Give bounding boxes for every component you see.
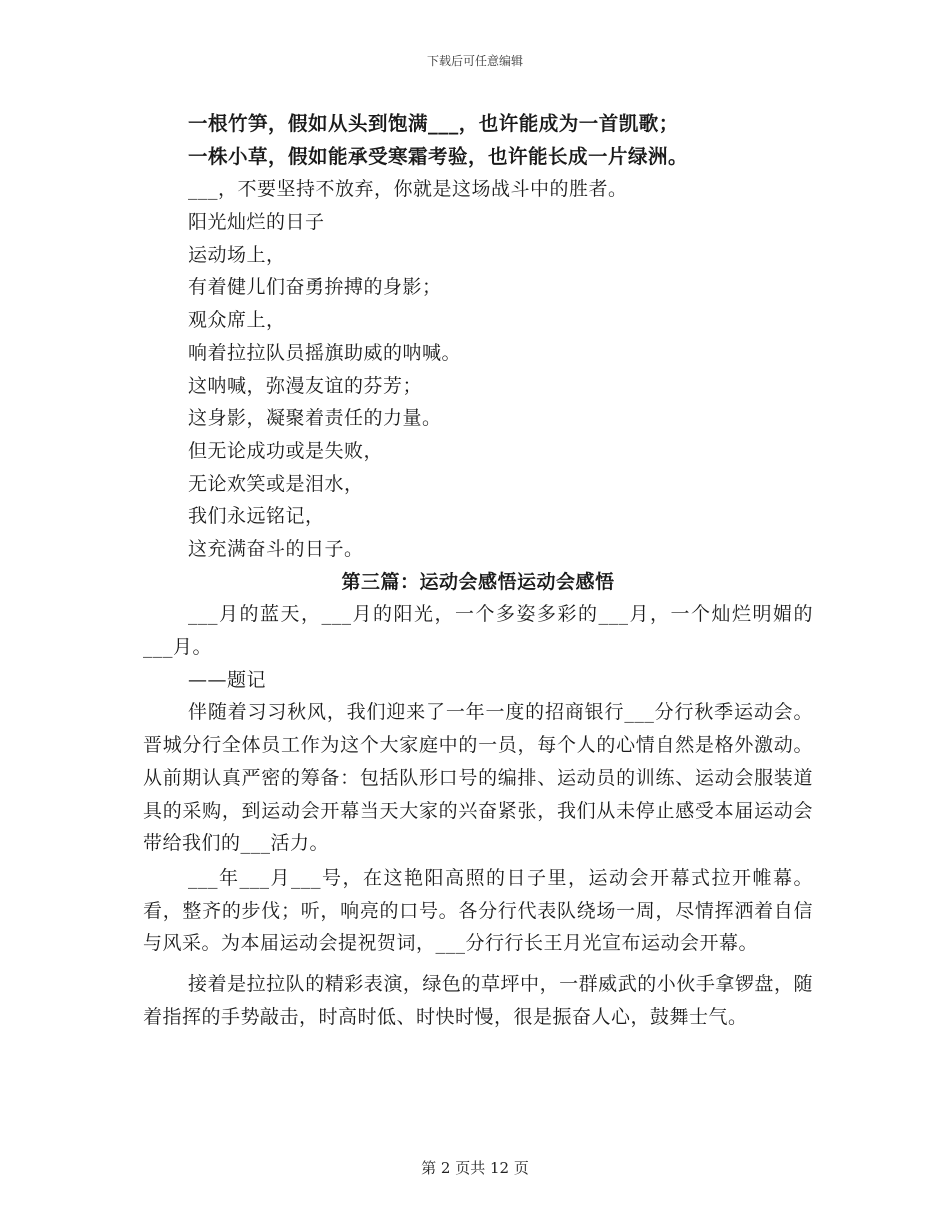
poem-line: 一株小草，假如能承受寒霜考验，也许能长成一片绿洲。 xyxy=(188,144,689,168)
paragraph-intro: ___月的蓝天，___月的阳光，一个多姿多彩的___月，一个灿烂明媚的___月。 xyxy=(143,603,813,659)
paragraph: ___年___月___号，在这艳阳高照的日子里，运动会开幕式拉开帷幕。看，整齐的步伐；听，响亮的口号。各分行代表队绕场一周，尽情挥洒着自信与风采。为本届运动会提祝贺词，___分行行长王月光宣布运动会开幕。 xyxy=(143,866,813,955)
page-footer: 第 2 页共 12 页 xyxy=(421,1159,529,1177)
page-header: 下载后可任意编辑 xyxy=(426,54,523,68)
poem-line: 观众席上， xyxy=(188,309,286,332)
poem-line: ___，不要坚持不放弃，你就是这场战斗中的胜者。 xyxy=(188,178,628,201)
poem-line: 有着健儿们奋勇拚搏的身影； xyxy=(188,276,442,299)
paragraph: 接着是拉拉队的精彩表演，绿色的草坪中，一群威武的小伙手拿锣盘，随着指挥的手势敲击，时高时低、时快时慢，很是振奋人心，鼓舞士气。 xyxy=(143,973,813,1028)
poem-line: 这呐喊，弥漫友谊的芬芳； xyxy=(188,374,423,397)
poem-line: 这身影，凝聚着责任的力量。 xyxy=(188,407,442,430)
document-body xyxy=(143,108,813,1033)
poem-line: 一根竹笋，假如从头到饱满___，也许能成为一首凯歌； xyxy=(188,112,679,135)
poem-line: 阳光灿烂的日子 xyxy=(188,211,325,234)
paragraph: 伴随着习习秋风，我们迎来了一年一度的招商银行___分行秋季运动会。晋城分行全体员工作为这个大家庭中的一员，每个人的心情自然是格外激动。从前期认真严密的筹备：包括队形口号的编排、运动员的训练、运动会服装道具的采购，到运动会开幕当天大家的兴奋紧张，我们从未停止感受本届运动会带给我们的___活力。 xyxy=(143,701,813,855)
poem-line: 无论欢笑或是泪水， xyxy=(188,472,364,495)
poem-line: 但无论成功或是失败， xyxy=(188,439,384,462)
poem-line: 我们永远铭记， xyxy=(188,505,325,528)
poem-line: 这充满奋斗的日子。 xyxy=(188,537,364,560)
poem-line: 响着拉拉队员摇旗助威的呐喊。 xyxy=(188,341,462,364)
paragraph-epigraph: ——题记 xyxy=(188,668,267,691)
section-title: 第三篇：运动会感悟运动会感悟 xyxy=(341,570,615,593)
poem-line: 运动场上， xyxy=(188,243,286,266)
